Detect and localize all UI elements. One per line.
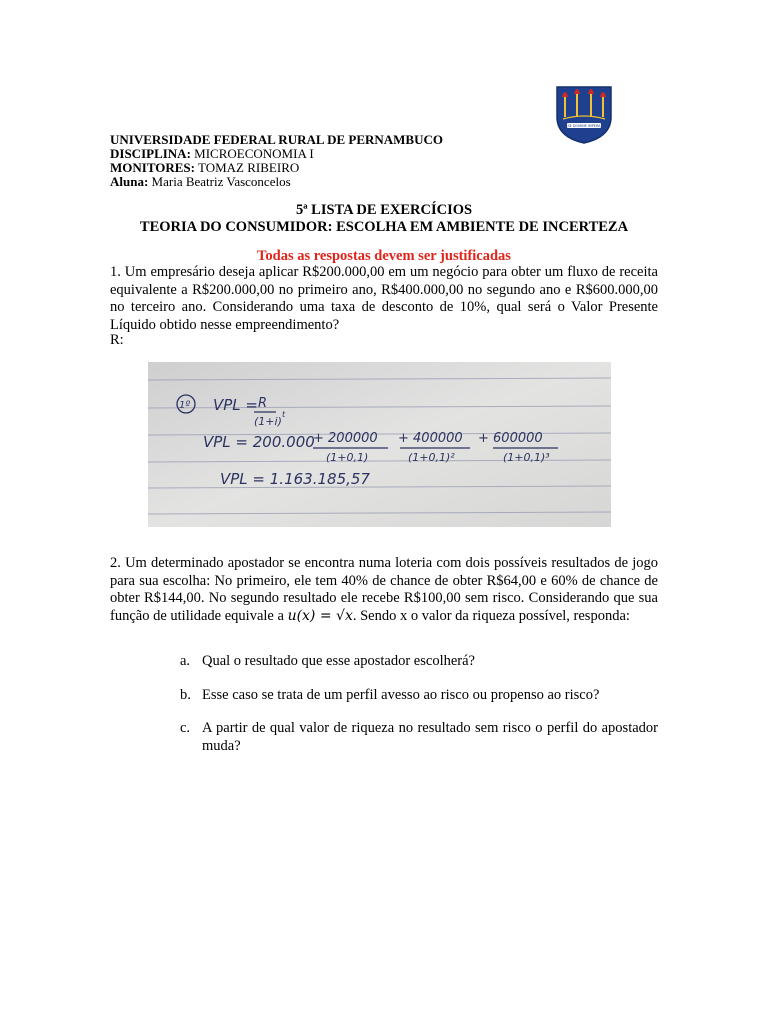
hw-term2-numerator: + 400000 — [398, 431, 463, 446]
item-text: Esse caso se trata de um perfil avesso ao risco ou propenso ao risco? — [202, 686, 600, 703]
question-2-items — [180, 653, 658, 771]
question-2-intro: 2. Um determinado apostador se encontra numa loteria com dois possíveis resultados de jogo para sua escolha: No primeiro, ele tem 40% de chance de obter R$64,00 e 60% de chance de obter R$144,00. No segundo resultado ele recebe R$100,00 sem risco. Considerando que sua função de utilidade equivale a — [110, 555, 658, 624]
logo-motto: SE DOMINE IMPERA — [567, 124, 601, 128]
utility-function-formula: u(x) = √x — [287, 607, 353, 624]
list-item — [180, 687, 658, 705]
hw-term1-numerator: + 200000 — [313, 431, 378, 446]
hw-term3-numerator: + 600000 — [478, 431, 543, 446]
hw-result: VPL = 1.163.185,57 — [220, 470, 370, 488]
hw-question-number: 1º — [179, 400, 191, 411]
answer-label: R: — [110, 332, 124, 348]
hw-formula-exponent: t — [282, 410, 286, 419]
list-item — [180, 720, 658, 755]
item-text: A partir de qual valor de riqueza no resultado sem risco o perfil do apostador muda? — [202, 720, 658, 754]
question-1-text: 1. Um empresário deseja aplicar R$200.000,00 em um negócio para obter um fluxo de receita equivalente a R$200.000,00 no primeiro ano, R$400.000,00 no segundo ano e R$600.000,00 no terceiro ano. Considerando uma taxa de desconto de 10%, qual será o Valor Presente Líquido obtido nesse empreendimento? — [110, 264, 658, 333]
student-value: Maria Beatriz Vasconcelos — [148, 174, 291, 189]
hw-formula-numerator: R — [258, 396, 268, 411]
list-subtitle: TEORIA DO CONSUMIDOR: ESCOLHA EM AMBIENTE DE INCERTEZA — [139, 219, 629, 235]
monitors-value: TOMAZ RIBEIRO — [195, 160, 300, 175]
item-marker: b. — [180, 686, 191, 703]
question-2-text — [110, 555, 658, 625]
university-logo — [553, 83, 615, 145]
list-item — [180, 653, 658, 671]
university-name: UNIVERSIDADE FEDERAL RURAL DE PERNAMBUCO — [110, 132, 443, 147]
item-marker: c. — [180, 720, 191, 737]
hw-term1-denominator: (1+0,1) — [326, 451, 369, 464]
item-marker: a. — [180, 653, 191, 669]
discipline-label: DISCIPLINA: — [110, 146, 191, 161]
hw-term3-denominator: (1+0,1)³ — [503, 451, 550, 464]
student-label: Aluna: — [110, 174, 149, 189]
list-title: 5ª LISTA DE EXERCÍCIOS — [295, 202, 473, 218]
hw-term2-denominator: (1+0,1)² — [408, 451, 455, 464]
monitors-label: MONITORES: — [110, 160, 195, 175]
item-text: Qual o resultado que esse apostador escolherá? — [202, 653, 475, 669]
hw-formula-denominator: (1+i) — [254, 415, 282, 428]
justification-note: Todas as respostas devem ser justificadas — [257, 248, 511, 264]
hw-formula-lhs: VPL = — [213, 396, 258, 414]
question-2-ending: . Sendo x o valor da riqueza possível, responda: — [352, 607, 630, 624]
hw-vpl-expression: VPL = 200.000 — [203, 433, 315, 451]
discipline-value: MICROECONOMIA I — [190, 146, 314, 161]
handwritten-answer-photo — [148, 362, 611, 527]
document-header — [110, 133, 443, 189]
